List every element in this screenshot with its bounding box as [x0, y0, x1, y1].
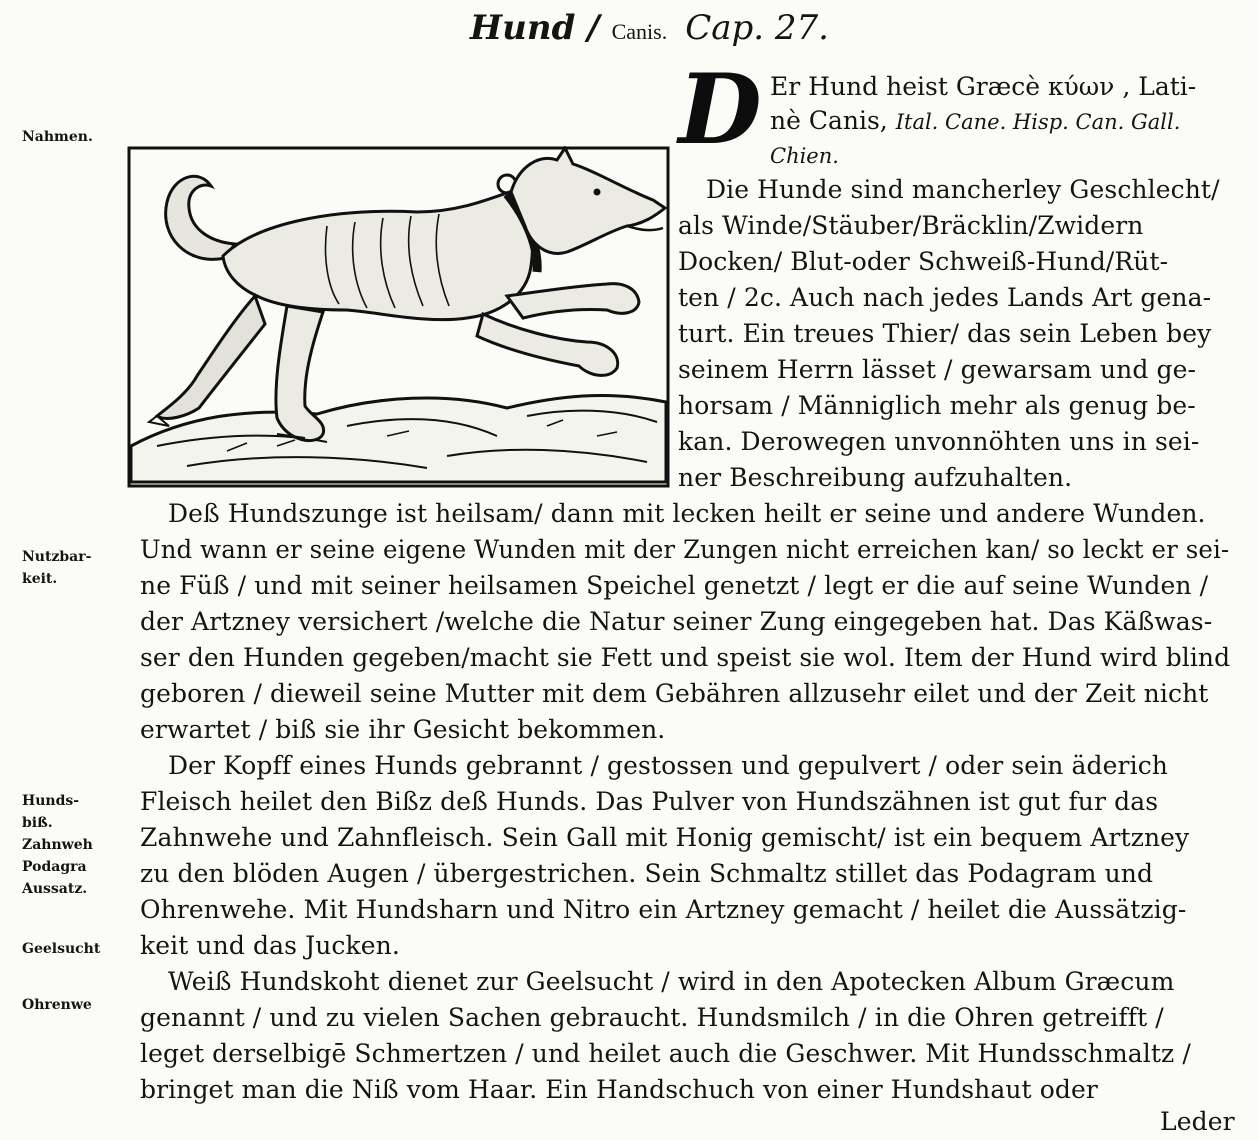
chapter-number: Cap. 27.: [685, 8, 829, 48]
text-line: leget derselbigē Schmertzen / und heilet auch die Geschwer. Mit Hundsschmaltz /: [140, 1039, 1191, 1068]
text-line: Fleisch heilet den Bißz deß Hunds. Das Pulver von Hundszähnen ist gut fur das: [140, 787, 1159, 816]
intro-line-3-italic: Chien.: [770, 144, 839, 168]
text-line: erwartet / biß sie ihr Gesicht bekommen.: [140, 715, 666, 744]
text-line: horsam / Männiglich mehr als genug be-: [678, 391, 1196, 420]
text-line: kan. Derowegen unvonnöhten uns in sei-: [678, 427, 1200, 456]
drop-cap: D: [678, 53, 762, 166]
text-line: ner Beschreibung aufzuhalten.: [678, 463, 1073, 492]
margin-note-jaundice: Geelsucht: [22, 941, 101, 957]
catchword: Leder: [1160, 1107, 1235, 1136]
chapter-latin-name: Canis.: [611, 19, 668, 44]
text-line: ser den Hunden gegeben/macht sie Fett und speist sie wol. Item der Hund wird blind: [140, 643, 1231, 672]
text-line: Deß Hundszunge ist heilsam/ dann mit lecken heilt er seine und andere Wunden.: [168, 499, 1206, 528]
text-line: Weiß Hundskoht dienet zur Geelsucht / wird in den Apotecken Album Græcum: [168, 967, 1175, 996]
margin-note-earache: Ohrenwe: [22, 997, 92, 1013]
text-line: turt. Ein treues Thier/ das sein Leben bey: [678, 319, 1212, 348]
text-line: der Artzney versichert /welche die Natur seiner Zung eingegeben hat. Das Käßwas-: [140, 607, 1213, 636]
text-line: Zahnwehe und Zahnfleisch. Sein Gall mit Honig gemischt/ ist ein bequem Artzney: [140, 823, 1190, 852]
dog-woodcut-illustration: [127, 146, 670, 488]
chapter-header: [470, 8, 910, 48]
text-line: Der Kopff eines Hunds gebrannt / gestossen und gepulvert / oder sein äderich: [168, 751, 1168, 780]
chapter-title: Hund /: [470, 8, 600, 48]
text-line: ten / 2c. Auch nach jedes Lands Art gena-: [678, 283, 1212, 312]
intro-line-2-italic: Ital. Cane. Hisp. Can. Gall.: [895, 110, 1181, 134]
margin-note-bite: Hunds- biß. Zahnweh Podagra Aussatz.: [22, 793, 93, 897]
text-line: bringet man die Niß vom Haar. Ein Handschuch von einer Hundshaut oder: [140, 1075, 1098, 1104]
text-line: seinem Herrn lässet / gewarsam und ge-: [678, 355, 1197, 384]
text-line: Ohrenwehe. Mit Hundsharn und Nitro ein Artzney gemacht / heilet die Aussätzig-: [140, 895, 1187, 924]
margin-note-usefulness: Nutzbar- keit.: [22, 549, 92, 587]
text-line: keit und das Jucken.: [140, 931, 400, 960]
text-line: Die Hunde sind mancherley Geschlecht/: [706, 175, 1220, 204]
margin-note-names: Nahmen.: [22, 129, 93, 145]
text-line: als Winde/Stäuber/Bräcklin/Zwidern: [678, 211, 1144, 240]
intro-line-2: [770, 104, 1240, 139]
text-line: Docken/ Blut-oder Schweiß-Hund/Rüt-: [678, 247, 1169, 276]
text-line: genannt / und zu vielen Sachen gebraucht. Hundsmilch / in die Ohren getreifft /: [140, 1003, 1164, 1032]
text-line: ne Füß / und mit seiner heilsamen Speichel genetzt / legt er die auf seine Wunden /: [140, 571, 1209, 600]
intro-line-2-plain: nè Canis,: [770, 106, 896, 135]
intro-line-1: Er Hund heist Græcè κύων , Lati-: [770, 72, 1197, 101]
text-line: geboren / dieweil seine Mutter mit dem Gebähren allzusehr eilet und der Zeit nicht: [140, 679, 1209, 708]
text-line: Und wann er seine eigene Wunden mit der Zungen nicht erreichen kan/ so leckt er sei-: [140, 535, 1230, 564]
intro-line-3: [770, 138, 1240, 173]
text-line: zu den blöden Augen / übergestrichen. Sein Schmaltz stillet das Podagram und: [140, 859, 1154, 888]
